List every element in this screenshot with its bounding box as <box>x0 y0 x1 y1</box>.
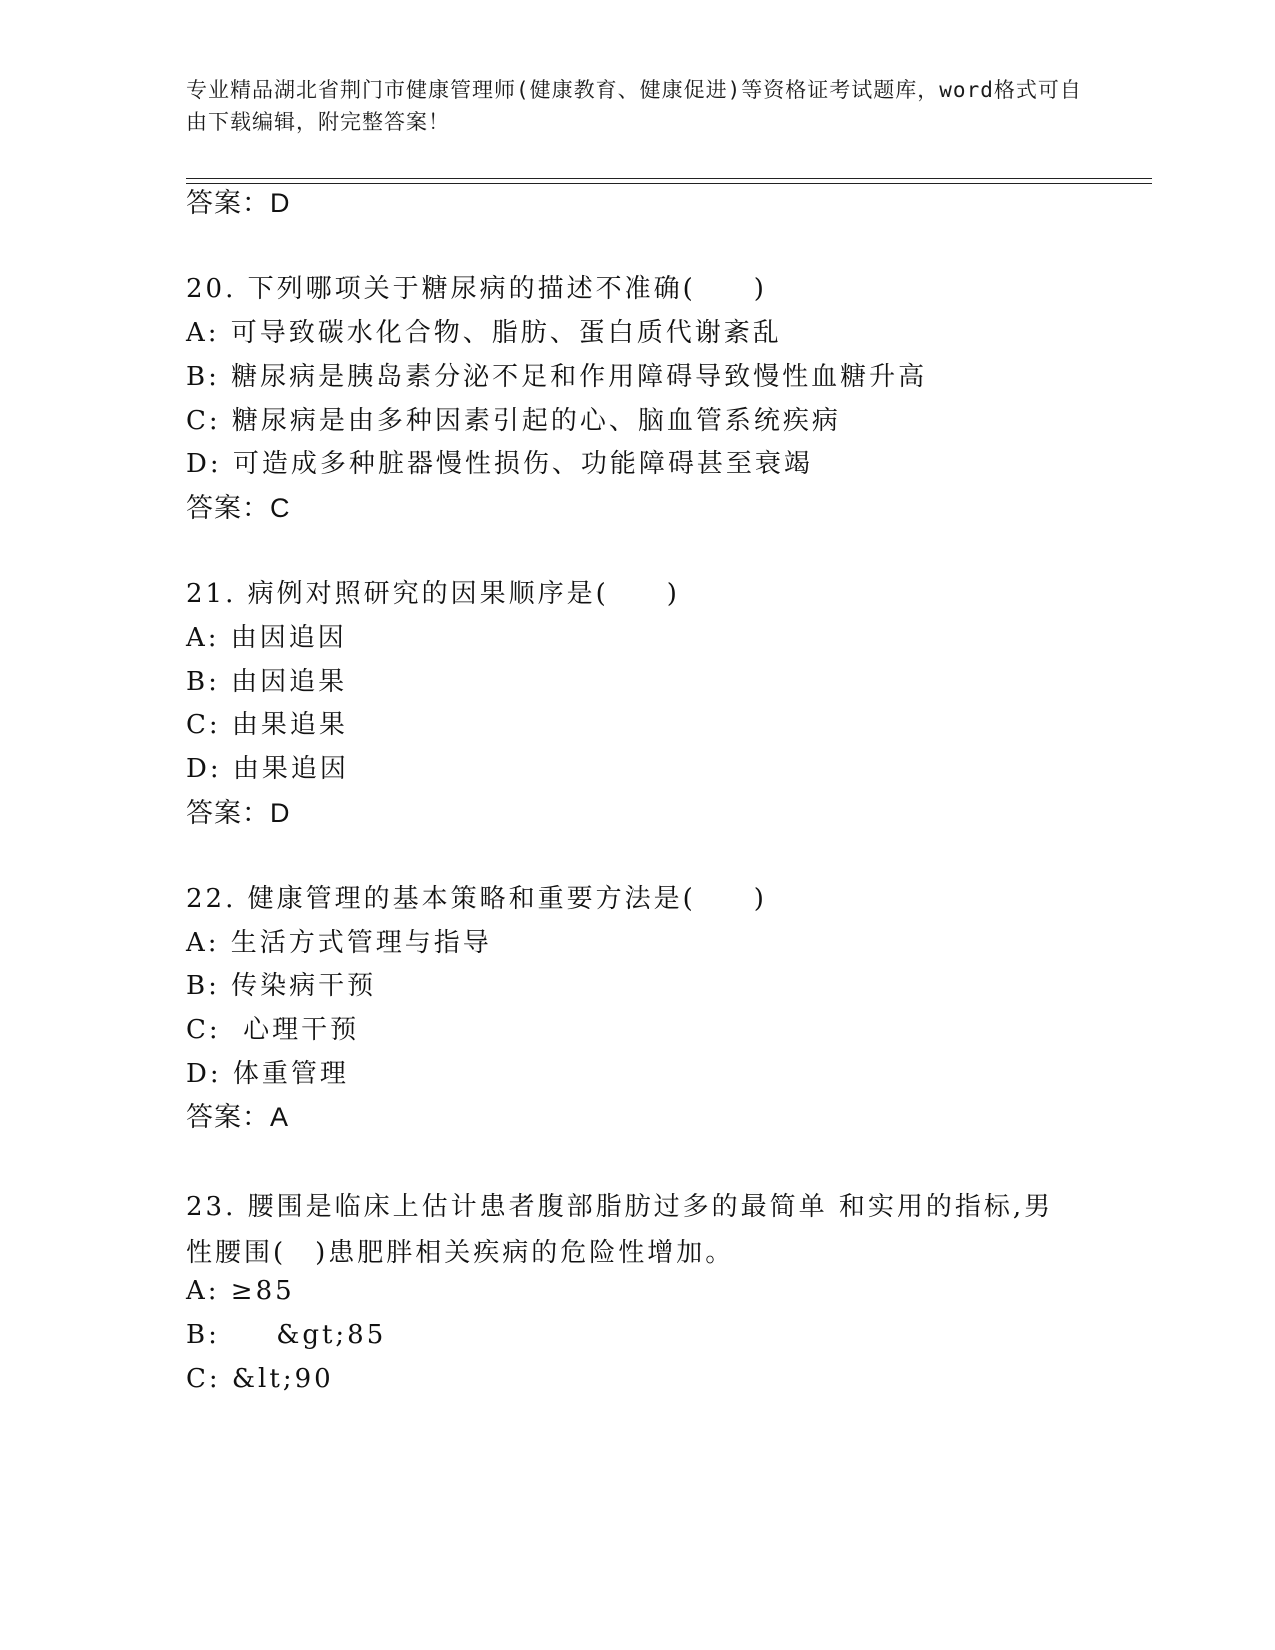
option-a: A: ≥85 <box>186 1276 295 1306</box>
option-c: C: 心理干预 <box>186 1015 360 1045</box>
option-b: B: 传染病干预 <box>186 971 377 1001</box>
question-stem: 23. 腰围是临床上估计患者腹部脂肪过多的最简单 和实用的指标,男性腰围( )患肥胖相关疾病的危险性增加。 <box>186 1192 1054 1268</box>
option-d: D: 体重管理 <box>186 1059 349 1089</box>
question-stem: 22. 健康管理的基本策略和重要方法是( ) <box>186 884 767 914</box>
option-a: A: 生活方式管理与指导 <box>186 928 492 958</box>
page-header: 专业精品湖北省荆门市健康管理师(健康教育、健康促进)等资格证考试题库，word格式可自由下载编辑，附完整答案！ <box>186 78 1082 134</box>
answer-label: 答案：C <box>186 493 291 523</box>
answer-label: 答案：A <box>186 1102 290 1132</box>
header-divider-top <box>186 178 1152 179</box>
option-b: B: &gt;85 <box>186 1320 387 1350</box>
question-stem: 21. 病例对照研究的因果顺序是( ) <box>186 579 680 609</box>
option-d: D: 可造成多种脏器慢性损伤、功能障碍甚至衰竭 <box>186 449 813 479</box>
answer-label: 答案：D <box>186 188 291 218</box>
option-d: D: 由果追因 <box>186 754 349 784</box>
header-divider-bottom <box>186 183 1152 184</box>
option-b: B: 由因追果 <box>186 667 348 697</box>
option-c: C: 糖尿病是由多种因素引起的心、脑血管系统疾病 <box>186 406 841 436</box>
option-b: B: 糖尿病是胰岛素分泌不足和作用障碍导致慢性血糖升高 <box>186 362 928 392</box>
option-a: A: 可导致碳水化合物、脂肪、蛋白质代谢紊乱 <box>186 318 782 348</box>
option-c: C: &lt;90 <box>186 1364 334 1394</box>
answer-label: 答案：D <box>186 798 291 828</box>
option-c: C: 由果追果 <box>186 710 348 740</box>
question-stem: 20. 下列哪项关于糖尿病的描述不准确( ) <box>186 274 767 304</box>
option-a: A: 由因追因 <box>186 623 347 653</box>
